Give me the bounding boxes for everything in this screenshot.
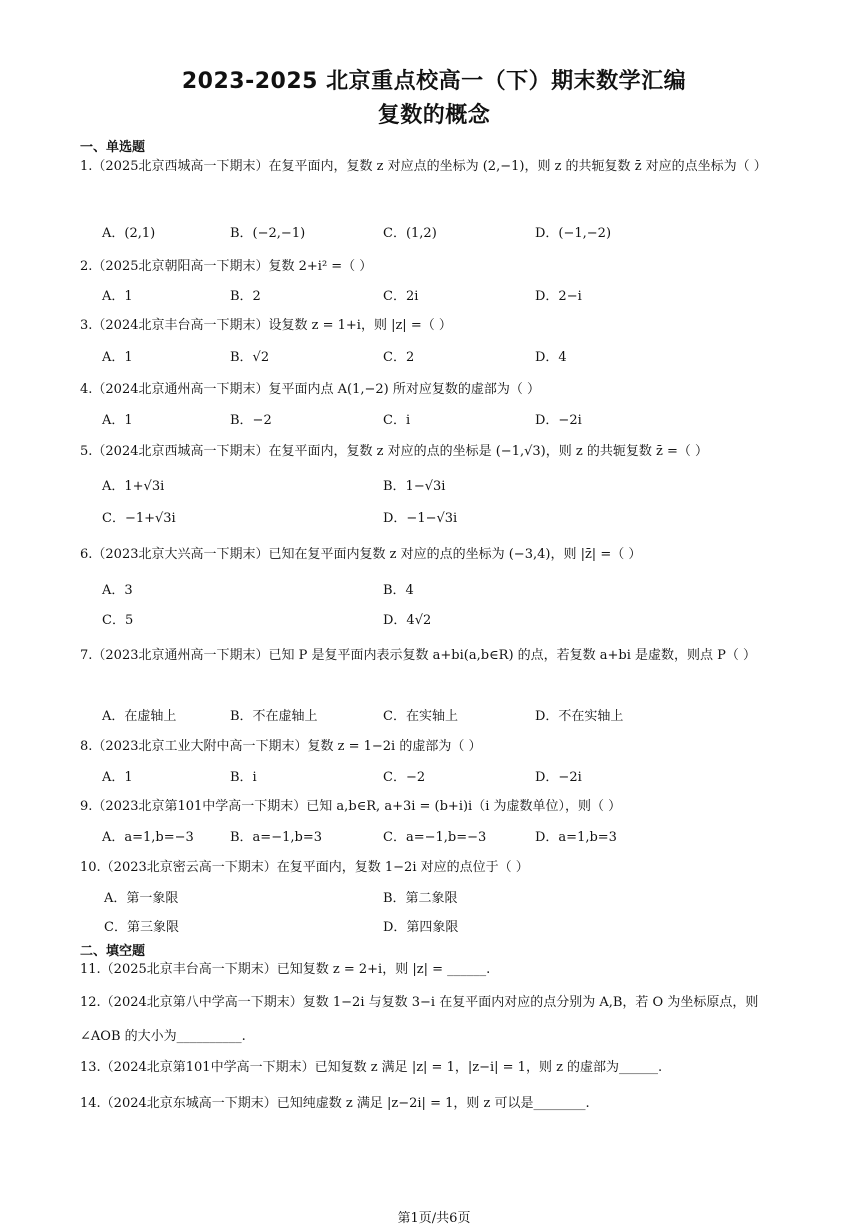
question-1-option-b: B．(−2,−1) bbox=[230, 226, 306, 241]
question-8-option-c: C．−2 bbox=[383, 770, 426, 785]
question-8-option-b: B．i bbox=[230, 770, 257, 785]
question-14-stem: 14.（2024北京东城高一下期末）已知纯虚数 z 满足 |z−2i| = 1，则 z 可以是________. bbox=[80, 1096, 590, 1111]
question-9-option-b: B．a=−1,b=3 bbox=[230, 830, 322, 845]
question-7-option-b: B．不在虚轴上 bbox=[230, 709, 318, 724]
question-5-option-d: D．−1−√3i bbox=[383, 511, 458, 526]
question-8-option-a: A．1 bbox=[102, 770, 133, 785]
question-1-option-c: C．(1,2) bbox=[383, 226, 437, 241]
question-5-option-a: A．1+√3i bbox=[102, 479, 165, 494]
question-5-option-c: C．−1+√3i bbox=[102, 511, 176, 526]
question-6-option-a: A．3 bbox=[102, 583, 133, 598]
document-subtitle: 复数的概念 bbox=[377, 103, 491, 128]
question-4-option-b: B．−2 bbox=[230, 413, 272, 428]
question-9-stem: 9.（2023北京第101中学高一下期末）已知 a,b∈R, a+3i = (b+i)i（i 为虚数单位），则（ ） bbox=[80, 799, 622, 814]
question-12-stem: 12.（2024北京第八中学高一下期末）复数 1−2i 与复数 3−i 在复平面内对应的点分别为 A,B，若 O 为坐标原点，则 ∠AOB 的大小为__________. bbox=[80, 995, 759, 1044]
question-7-option-a: A．在虚轴上 bbox=[102, 709, 177, 724]
question-9-option-a: A．a=1,b=−3 bbox=[102, 830, 194, 845]
question-4-option-d: D．−2i bbox=[535, 413, 582, 428]
question-10-option-c: C．第三象限 bbox=[104, 920, 179, 935]
page-footer: 第1页/共6页 bbox=[397, 1211, 471, 1226]
question-11-stem: 11.（2025北京丰台高一下期末）已知复数 z = 2+i，则 |z| = ______. bbox=[80, 962, 491, 977]
question-6-stem: 6.（2023北京大兴高一下期末）已知在复平面内复数 z 对应的点的坐标为 (−3,4)，则 |z̄| =（ ） bbox=[80, 547, 642, 562]
question-9-option-d: D．a=1,b=3 bbox=[535, 830, 617, 845]
question-10-stem: 10.（2023北京密云高一下期末）在复平面内，复数 1−2i 对应的点位于（ ） bbox=[80, 860, 529, 875]
document-title: 2023-2025 北京重点校高一（下）期末数学汇编 bbox=[181, 69, 687, 94]
question-4-stem: 4.（2024北京通州高一下期末）复平面内点 A(1,−2) 所对应复数的虚部为（ ） bbox=[80, 382, 540, 397]
question-3-option-a: A．1 bbox=[102, 350, 133, 365]
question-10-option-a: A．第一象限 bbox=[104, 891, 179, 906]
question-10-option-b: B．第二象限 bbox=[383, 891, 458, 906]
question-3-option-b: B．√2 bbox=[230, 350, 270, 365]
question-5-option-b: B．1−√3i bbox=[383, 479, 446, 494]
question-13-stem: 13.（2024北京第101中学高一下期末）已知复数 z 满足 |z| = 1，|z−i| = 1，则 z 的虚部为______. bbox=[80, 1060, 663, 1075]
question-8-option-d: D．−2i bbox=[535, 770, 582, 785]
question-1-option-d: D．(−1,−2) bbox=[535, 226, 612, 241]
question-3-stem: 3.（2024北京丰台高一下期末）设复数 z = 1+i，则 |z| =（ ） bbox=[80, 318, 452, 333]
question-2-option-b: B．2 bbox=[230, 289, 261, 304]
question-1-option-a: A．(2,1) bbox=[102, 226, 156, 241]
question-3-option-d: D．4 bbox=[535, 350, 567, 365]
question-2-option-a: A．1 bbox=[102, 289, 133, 304]
question-7-option-d: D．不在实轴上 bbox=[535, 709, 624, 724]
section-heading-single-choice: 一、单选题 bbox=[80, 140, 146, 155]
question-7-stem: 7.（2023北京通州高一下期末）已知 P 是复平面内表示复数 a+bi(a,b∈R) 的点，若复数 a+bi 是虚数，则点 P（ ） bbox=[80, 648, 757, 663]
question-2-stem: 2.（2025北京朝阳高一下期末）复数 2+i² =（ ） bbox=[80, 259, 373, 274]
question-3-option-c: C．2 bbox=[383, 350, 415, 365]
question-7-option-c: C．在实轴上 bbox=[383, 709, 458, 724]
question-5-stem: 5.（2024北京西城高一下期末）在复平面内，复数 z 对应的点的坐标是 (−1,√3)，则 z 的共轭复数 z̄ =（ ） bbox=[80, 444, 708, 459]
question-4-option-c: C．i bbox=[383, 413, 411, 428]
question-6-option-c: C．5 bbox=[102, 613, 134, 628]
question-1-stem: 1.（2025北京西城高一下期末）在复平面内，复数 z 对应点的坐标为 (2,−1)，则 z 的共轭复数 z̄ 对应的点坐标为（ ） bbox=[80, 159, 767, 174]
section-heading-fill-in: 二、填空题 bbox=[80, 944, 146, 959]
question-2-option-c: C．2i bbox=[383, 289, 419, 304]
question-8-stem: 8.（2023北京工业大附中高一下期末）复数 z = 1−2i 的虚部为（ ） bbox=[80, 739, 482, 754]
question-4-option-a: A．1 bbox=[102, 413, 133, 428]
question-10-option-d: D．第四象限 bbox=[383, 920, 459, 935]
question-2-option-d: D．2−i bbox=[535, 289, 582, 304]
question-6-option-b: B．4 bbox=[383, 583, 414, 598]
question-6-option-d: D．4√2 bbox=[383, 613, 432, 628]
question-9-option-c: C．a=−1,b=−3 bbox=[383, 830, 487, 845]
